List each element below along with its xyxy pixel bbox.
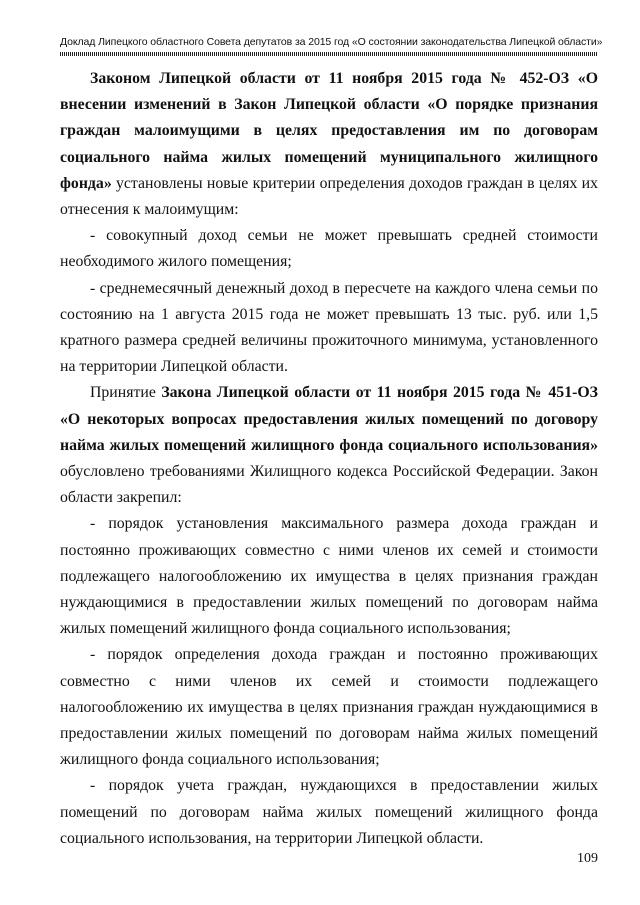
law-452-text: установлены новые критерии определения доходов граждан в целях их отнесения к малоимущим: bbox=[60, 174, 598, 219]
paragraph-law-451 bbox=[60, 380, 598, 511]
header-rule bbox=[60, 52, 598, 56]
law-451-text: обусловлено требованиями Жилищного кодекса Российской Федерации. Закон области закрепил: bbox=[60, 463, 598, 507]
paragraph-provision-1: - порядок установления максимального размера дохода граждан и постоянно проживающих совместно с ними членов их семей и стоимости подлежащего налогообложению их имущества в целях признания граждан нуждающимися в предоставлении жилых помещений по договорам найма жилых помещений жилищного фонда социального использования; bbox=[60, 515, 598, 638]
paragraph-criterion-1: - совокупный доход семьи не может превышать средней стоимости необходимого жилого помещения; bbox=[60, 227, 598, 271]
page-number: 109 bbox=[577, 851, 598, 866]
paragraph-provision-3: - порядок учета граждан, нуждающихся в предоставлении жилых помещений по договорам найма жилых помещений жилищного фонда социального использования, на территории Липецкой области. bbox=[60, 777, 598, 847]
document-body bbox=[60, 66, 598, 852]
paragraph-law-452 bbox=[60, 66, 598, 223]
law-451-lead: Принятие bbox=[90, 384, 162, 402]
running-header: Доклад Липецкого областного Совета депутатов за 2015 год «О состоянии законодательства Липецкой области» bbox=[60, 36, 603, 48]
law-452-title: Законом Липецкой области от 11 ноября 2015 года № 452-ОЗ «О внесении изменений в Закон Липецкой области «О порядке признания граждан малоимущими в целях предоставления им по договорам социального найма жилых помещений муниципального жилищного фонда» bbox=[60, 70, 598, 192]
paragraph-criterion-2: - среднемесячный денежный доход в пересчете на каждого члена семьи по состоянию на 1 августа 2015 года не может превышать 13 тыс. руб. или 1,5 кратного размера средней величины прожиточного минимума, установленного на территории Липецкой области. bbox=[60, 279, 598, 376]
paragraph-provision-2: - порядок определения дохода граждан и постоянно проживающих совместно с ними членов их семей и стоимости подлежащего налогообложению их имущества в целях признания граждан нуждающимися в предоставлении жилых помещений по договорам найма жилых помещений жилищного фонда социального использования; bbox=[60, 646, 598, 769]
law-451-title: Закона Липецкой области от 11 ноября 2015 года № 451-ОЗ «О некоторых вопросах предоставления жилых помещений по договору найма жилых помещений жилищного фонда социального использования» bbox=[60, 384, 598, 454]
